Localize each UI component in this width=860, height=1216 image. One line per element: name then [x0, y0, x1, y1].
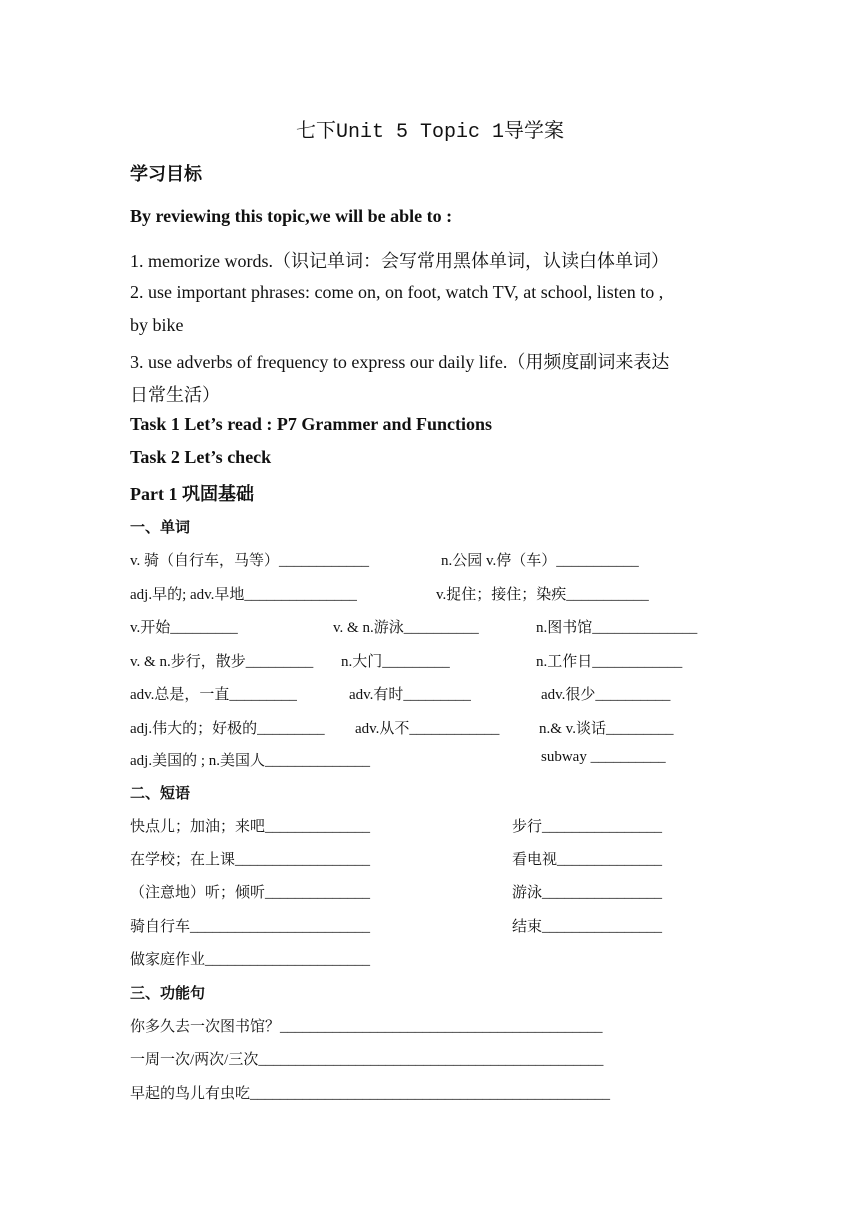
- word-blank: v. & n.游泳__________: [333, 620, 479, 636]
- phrase-blank: 结束________________: [512, 919, 663, 935]
- word-blank: adv.有时_________: [349, 687, 471, 703]
- objective-line: 3. use adverbs of frequency to express our daily life.（用频度副词来表达: [130, 352, 670, 372]
- word-blank: adj.早的; adv.早地_______________: [130, 587, 357, 603]
- sentence-blank: 一周一次/两次/三次______________________________________________: [130, 1052, 604, 1068]
- task-2: Task 2 Let’s check: [130, 447, 272, 467]
- phrase-blank: 步行________________: [512, 819, 663, 835]
- word-blank: subway __________: [541, 749, 666, 765]
- word-blank: v.开始_________: [130, 620, 238, 636]
- intro-line: By reviewing this topic,we will be able to :: [130, 206, 453, 226]
- objective-line: 2. use important phrases: come on, on foot, watch TV, at school, listen to ,: [130, 282, 664, 302]
- sentences-heading: 三、功能句: [130, 986, 206, 1002]
- word-blank: v.捉住；接住；染疾___________: [436, 587, 649, 603]
- word-blank: n.工作日____________: [536, 654, 683, 670]
- phrase-blank: 快点儿；加油；来吧______________: [130, 819, 371, 835]
- word-blank: adj.伟大的；好极的_________: [130, 721, 325, 737]
- word-blank: adv.总是，一直_________: [130, 687, 297, 703]
- phrase-blank: 游泳________________: [512, 885, 663, 901]
- phrase-blank: （注意地）听；倾听______________: [130, 885, 371, 901]
- objective-line: 1. memorize words.（识记单词：会写常用黑体单词，认读白体单词）: [130, 251, 669, 271]
- part-1-heading: Part 1 巩固基础: [130, 484, 254, 504]
- phrase-blank: 骑自行车________________________: [130, 919, 371, 935]
- word-blank: adv.很少__________: [541, 687, 671, 703]
- phrase-blank: 看电视______________: [512, 852, 663, 868]
- task-1: Task 1 Let’s read : P7 Grammer and Functions: [130, 414, 493, 434]
- sentence-blank: 你多久去一次图书馆？___________________________________________: [130, 1019, 603, 1035]
- word-blank: adv.从不____________: [355, 721, 500, 737]
- phrase-blank: 在学校；在上课__________________: [130, 852, 371, 868]
- words-heading: 一、单词: [130, 520, 191, 536]
- word-blank: n.图书馆______________: [536, 620, 698, 636]
- phrases-heading: 二、短语: [130, 786, 191, 802]
- goals-heading: 学习目标: [130, 164, 202, 184]
- page-title: 七下Unit 5 Topic 1导学案: [295, 121, 565, 144]
- objective-line: 日常生活）: [130, 385, 220, 405]
- phrase-blank: 做家庭作业______________________: [130, 952, 371, 968]
- word-blank: n.大门_________: [341, 654, 450, 670]
- word-blank: n.& v.谈话_________: [539, 721, 674, 737]
- sentence-blank: 早起的鸟儿有虫吃________________________________________________: [130, 1086, 611, 1102]
- word-blank: n.公园 v.停（车）___________: [441, 553, 639, 569]
- word-blank: adj.美国的 ; n.美国人______________: [130, 753, 370, 769]
- objective-line: by bike: [130, 315, 184, 335]
- word-blank: v. & n.步行，散步_________: [130, 654, 314, 670]
- word-blank: v. 骑（自行车，马等）____________: [130, 553, 370, 569]
